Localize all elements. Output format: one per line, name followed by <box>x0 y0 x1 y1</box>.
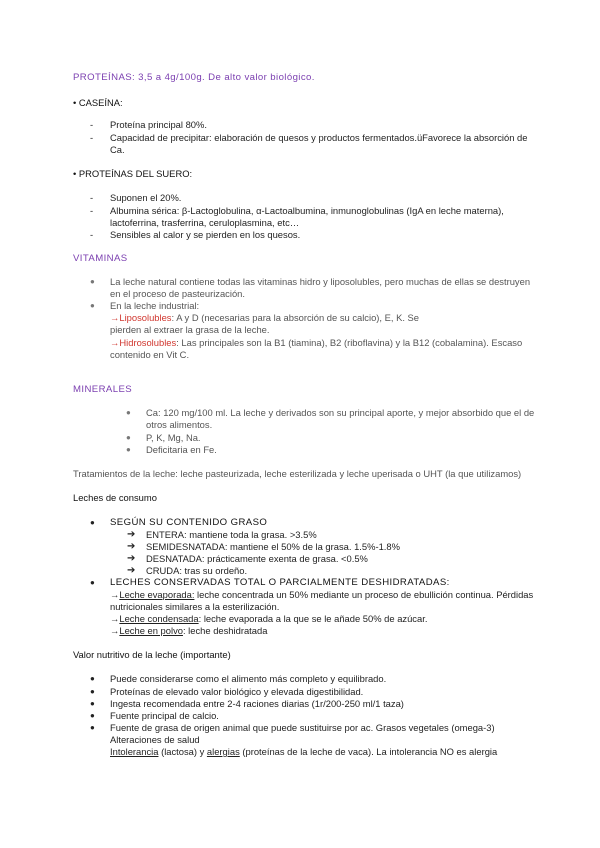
vitaminas-item-1-cont: en el proceso de pasteurización. <box>110 288 245 299</box>
arrow-glyph: → <box>110 625 120 636</box>
arrow-glyph: → <box>110 589 120 600</box>
condensada-text: : leche evaporada a la que se le añade 50% de azúcar. <box>198 613 428 624</box>
hidrosolubles-cont: contenido en Vit C. <box>110 349 190 360</box>
vitaminas-item-2: En la leche industrial: <box>110 300 200 311</box>
intolerancia-text: (lactosa) y <box>158 746 207 757</box>
caseina-heading: • CASEÍNA: <box>73 97 123 108</box>
arrow-icon: ➔ <box>127 541 136 552</box>
grasa-item-cruda: CRUDA: tras su ordeño. <box>146 565 248 576</box>
valor-item-5: Fuente de grasa de origen animal que puede sustituirse por ac. Grasos vegetales (omega-3) <box>110 722 495 733</box>
valor-item-2: Proteínas de elevado valor biológico y elevada digestibilidad. <box>110 686 364 697</box>
bullet-icon: ● <box>126 408 131 417</box>
minerales-item-1-cont: otros alimentos. <box>146 419 213 430</box>
grasa-item-desnatada: DESNATADA: prácticamente exenta de grasa. <0.5% <box>146 553 368 564</box>
caseina-item-2: Capacidad de precipitar: elaboración de quesos y productos fermentados.üFavorece la absorción de <box>110 132 528 143</box>
minerales-item-3: Deficitaria en Fe. <box>146 444 217 455</box>
arrow-glyph: → <box>110 613 120 624</box>
arrow-icon: ➔ <box>127 553 136 564</box>
caseina-item-1: Proteína principal 80%. <box>110 119 207 130</box>
suero-heading: • PROTEÍNAS DEL SUERO: <box>73 168 193 179</box>
polvo-text: : leche deshidratada <box>182 625 268 636</box>
evaporada-line <box>110 589 533 601</box>
dash-bullet: - <box>90 205 94 216</box>
bullet-icon: ● <box>126 445 131 454</box>
dash-bullet: - <box>90 119 94 130</box>
evaporada-text: leche concentrada un 50% mediante un proceso de ebullición continua. Pérdidas <box>194 589 534 600</box>
intolerancia-line <box>110 746 497 758</box>
valor-item-4: Fuente principal de calcio. <box>110 710 219 721</box>
polvo-label: Leche en polvo <box>119 625 183 636</box>
leches-title: Leches de consumo <box>73 492 157 503</box>
suero-item-2: Albumina sérica: β-Lactoglobulina, α-Lactoalbumina, inmunoglobulinas (IgA en leche materna), <box>110 205 504 216</box>
minerales-title: MINERALES <box>73 384 133 395</box>
liposolubles-line <box>110 312 419 324</box>
bullet-icon: ● <box>90 687 95 696</box>
alteraciones-heading: Alteraciones de salud <box>110 734 200 745</box>
valor-item-1: Puede considerarse como el alimento más completo y equilibrado. <box>110 673 387 684</box>
grasa-heading: SEGÚN SU CONTENIDO GRASO <box>110 517 268 528</box>
suero-item-1: Suponen el 20%. <box>110 192 182 203</box>
alergias-label: alergias <box>206 746 240 757</box>
bullet-icon: ● <box>90 723 95 732</box>
condensada-label: Leche condensada <box>119 613 199 624</box>
bullet-icon: ● <box>90 277 95 286</box>
dash-bullet: - <box>90 229 94 240</box>
proteinas-title: PROTEÍNAS: 3,5 a 4g/100g. De alto valor biológico. <box>73 72 315 83</box>
suero-item-3: Sensibles al calor y se pierden en los quesos. <box>110 229 301 240</box>
bullet-icon: ● <box>90 301 95 310</box>
grasa-item-entera: ENTERA: mantiene toda la grasa. >3.5% <box>146 529 317 540</box>
bullet-icon: ● <box>126 433 131 442</box>
hidrosolubles-text: : Las principales son la B1 (tiamina), B2 (riboflavina) y la B12 (cobalamina). Escaso <box>176 337 523 348</box>
bullet-icon: ● <box>90 578 95 587</box>
evaporada-cont: nutricionales similares a la esterilización. <box>110 601 280 612</box>
liposolubles-text: : A y D (necesarias para la absorción de su calcio), E, K. Se <box>171 312 420 323</box>
dash-bullet: - <box>90 192 94 203</box>
intolerancia-label: Intolerancia <box>110 746 159 757</box>
dash-bullet: - <box>90 132 94 143</box>
liposolubles-cont: pierden al extraer la grasa de la leche. <box>110 324 270 335</box>
bullet-icon: ● <box>90 699 95 708</box>
arrow-icon: ➔ <box>127 565 136 576</box>
alergias-text: (proteínas de la leche de vaca). La intolerancia NO es alergia <box>239 746 498 757</box>
valor-item-3: Ingesta recomendada entre 2-4 raciones diarias (1r/200-250 ml/1 taza) <box>110 698 404 709</box>
valor-title: Valor nutritivo de la leche (importante) <box>73 649 231 660</box>
vitaminas-item-1: La leche natural contiene todas las vitaminas hidro y liposolubles, pero muchas de ellas se destruyen <box>110 276 531 287</box>
liposolubles-label: →Liposolubles <box>110 312 172 323</box>
bullet-icon: ● <box>90 711 95 720</box>
hidrosolubles-label: →Hidrosolubles <box>110 337 177 348</box>
suero-item-2-cont: lactoferrina, trasferrina, ceruloplasmina, etc… <box>110 217 300 228</box>
hidrosolubles-line <box>110 337 522 349</box>
condensada-line <box>110 613 427 625</box>
tratamientos-text: Tratamientos de la leche: leche pasteurizada, leche esterilizada y leche uperisada o UHT (la que utilizamos) <box>73 468 522 479</box>
bullet-icon: ● <box>90 518 95 527</box>
polvo-line <box>110 625 267 637</box>
minerales-item-2: P, K, Mg, Na. <box>146 432 201 443</box>
bullet-icon: ● <box>90 674 95 683</box>
caseina-item-2-cont: Ca. <box>110 144 125 155</box>
conservadas-heading: LECHES CONSERVADAS TOTAL O PARCIALMENTE DESHIDRATADAS: <box>110 577 450 588</box>
minerales-item-1: Ca: 120 mg/100 ml. La leche y derivados son su principal aporte, y mejor absorbido que el de <box>146 407 535 418</box>
vitaminas-title: VITAMINAS <box>73 253 128 264</box>
arrow-icon: ➔ <box>127 529 136 540</box>
evaporada-label: Leche evaporada: <box>119 589 195 600</box>
grasa-item-semidesnatada: SEMIDESNATADA: mantiene el 50% de la grasa. 1.5%-1.8% <box>146 541 400 552</box>
